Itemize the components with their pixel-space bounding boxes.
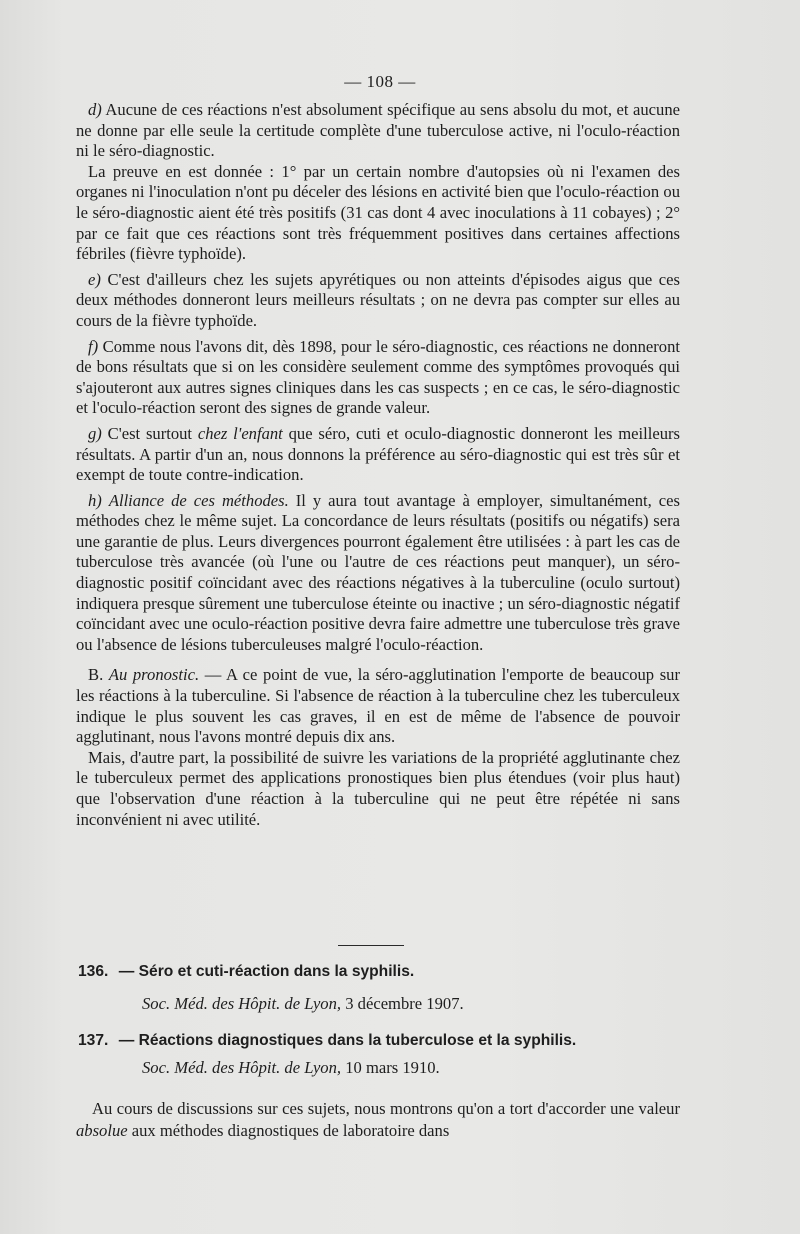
paragraph-f-text: Comme nous l'avons dit, dès 1898, pour le séro-diagnostic, ces réactions ne donneront de bons résultats que si on les considère seulement comme des symptômes provoqués qui s'ajouteront aux autres signes cliniques dans les cas suspects ; en ce cas, le séro-diagnostic et l'oculo-réaction seront des signes de grande valeur. [76, 336, 680, 418]
paragraph-g-before: C'est surtout [101, 423, 198, 443]
entry-137-date: 10 mars 1910. [345, 1058, 440, 1077]
entry-136-number: 136. [78, 963, 109, 980]
entry-136-date: 3 décembre 1907. [345, 994, 464, 1013]
closing-text [76, 1098, 680, 1142]
paragraph-b-text: — A ce point de vue, la séro-agglutination l'emporte de beaucoup sur les réactions à la tuberculine. Si l'absence de réaction à la tuberculine chez les tuberculeux indique le plus souvent les cas graves, il en est de même de l'absence de pouvoir agglutinant, nous l'avons montré depuis dix ans. [76, 665, 680, 747]
paragraph-h-text: Il y aura tout avantage à employer, simultanément, ces méthodes chez le même sujet. La concordance de leurs résultats (positifs ou négatifs) sera une garantie de plus. Leurs divergences pourront également être utilisées : à part les cas de tuberculose très avancée (où l'une ou l'autre de ces réactions peut manquer), un séro-diagnostic positif coïncidant avec des réactions négatives à la tuberculine (oculo surtout) indiquera presque sûrement une tuberculose éteinte ou inactive ; un séro-diagnostic négatif coïncidant avec une oculo-réaction positive devra faire admettre une tuberculose très grave ou l'absence de lésions tuberculeuses malgré l'oculo-réaction. [76, 490, 681, 654]
entry-136-reference [142, 994, 702, 1014]
entry-137-dash: — [118, 1032, 135, 1049]
section-divider [338, 945, 404, 946]
closing-before: Au cours de discussions sur ces sujets, nous montrons qu'on a tort d'accorder une valeur [92, 1099, 680, 1118]
entry-137-reference [142, 1058, 702, 1078]
paragraph-g-label: g) [88, 423, 102, 443]
entry-136-dash: — [118, 963, 135, 980]
closing-paragraph [76, 1098, 680, 1142]
entry-136-source: Soc. Méd. des Hôpit. de Lyon, [142, 994, 342, 1013]
paragraph-h-italic: Alliance de ces méthodes. [108, 490, 289, 510]
paragraph-b-label: B. [88, 665, 104, 685]
paragraph-h [76, 491, 680, 656]
paragraph-b [76, 665, 680, 747]
paragraph-f [76, 337, 680, 419]
closing-after: aux méthodes diagnostiques de laboratoire dans [127, 1121, 450, 1140]
entry-137-title: Réactions diagnostiques dans la tuberculose et la syphilis. [138, 1032, 577, 1049]
paragraph-g-after: que séro, cuti et oculo-diagnostic donneront les meilleurs résultats. A partir d'un an, nous donnons la préférence au séro-diagnostic qui est très sûr et exempt de toute contre-indication. [76, 423, 680, 485]
entry-137-heading [78, 1032, 688, 1050]
paragraph-g [76, 424, 680, 486]
paragraph-mais: Mais, d'autre part, la possibilité de suivre les variations de la propriété agglutinante chez le tuberculeux permet des applications pronostiques bien plus étendues (voir plus haut) que l'observation d'une réaction à la tuberculine qui ne peut être répétée ni sans inconvénient ni avec utilité. [76, 747, 680, 829]
paragraph-f-label: f) [88, 336, 99, 356]
entry-137-number: 137. [78, 1032, 109, 1049]
closing-italic: absolue [76, 1121, 128, 1140]
entry-137-source: Soc. Méd. des Hôpit. de Lyon, [142, 1058, 342, 1077]
paragraph-e-text: C'est d'ailleurs chez les sujets apyrétiques ou non atteints d'épisodes aigus que ces deux méthodes donneront leurs meilleurs résultats ; on ne devra pas compter sur elles au cours de la fièvre typhoïde. [76, 269, 680, 330]
entry-136-heading [78, 963, 688, 981]
paragraph-e-label: e) [88, 269, 101, 289]
paragraph-b-italic: Au pronostic. [108, 665, 200, 685]
paragraph-d [76, 100, 680, 162]
paragraph-d-label: d) [88, 100, 102, 119]
page-number: — 108 — [344, 72, 416, 91]
entry-136-title: Séro et cuti-réaction dans la syphilis. [138, 963, 415, 980]
paragraph-h-label: h) [88, 490, 102, 510]
paragraph-d-text: Aucune de ces réactions n'est absolument spécifique au sens absolu du mot, et aucune ne donne par elle seule la certitude complète d'une tuberculose active, ni l'oculo-réaction ni le séro-diagnostic. [76, 100, 680, 161]
paragraph-g-italic: chez l'enfant [197, 423, 283, 443]
paragraph-e [76, 270, 680, 332]
paragraph-preuve: La preuve en est donnée : 1° par un certain nombre d'autopsies où ni l'examen des organes ni l'inoculation n'ont pu déceler des lésions en activité bien que l'oculo-réaction ou le séro-diagnostic aient été très positifs (31 cas dont 4 avec inoculations à 11 cobayes) ; 2° par ce fait que ces réactions sont très fréquemment positives dans certaines affections fébriles (fièvre typhoïde). [76, 161, 680, 264]
body-text [76, 100, 680, 830]
